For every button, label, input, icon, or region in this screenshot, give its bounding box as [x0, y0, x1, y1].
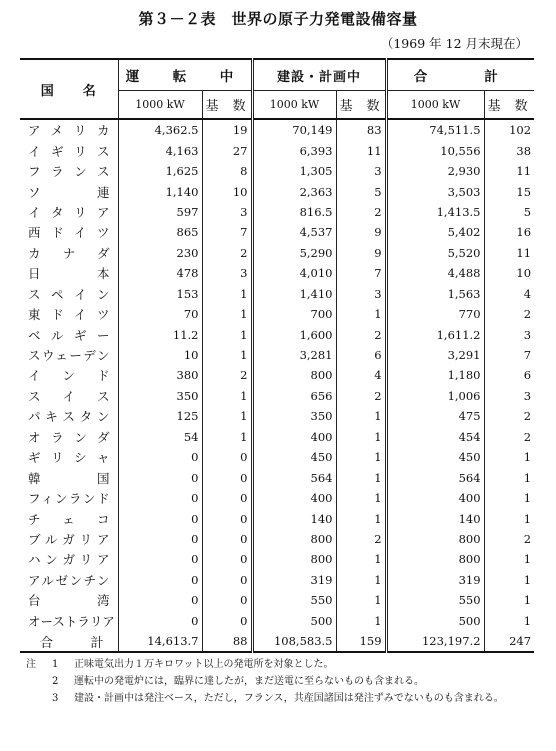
- total-capacity: 800: [386, 549, 484, 569]
- operating-capacity: 70: [118, 304, 202, 324]
- planned-capacity: 1,305: [252, 161, 336, 181]
- planned-count: 6: [336, 345, 386, 365]
- total-count: 1: [484, 508, 534, 528]
- total-capacity: 319: [386, 570, 484, 590]
- total-capacity: 3,291: [386, 345, 484, 365]
- total-count: 7: [484, 345, 534, 365]
- operating-count: 88: [202, 631, 252, 652]
- country-name: 東ドイツ: [28, 307, 110, 323]
- country-name: アルゼンチン: [28, 572, 110, 588]
- table-row: [20, 263, 534, 283]
- planned-capacity: 564: [252, 467, 336, 487]
- table-row: [20, 222, 534, 242]
- operating-capacity: 1,140: [118, 181, 202, 201]
- operating-capacity: 11.2: [118, 324, 202, 344]
- operating-capacity: 478: [118, 263, 202, 283]
- planned-header: 建設・計画中: [252, 59, 386, 91]
- total-capacity: 4,488: [386, 263, 484, 283]
- total-count: 3: [484, 324, 534, 344]
- operating-count: 0: [202, 467, 252, 487]
- planned-count: 1: [336, 590, 386, 610]
- planned-count: 5: [336, 181, 386, 201]
- planned-count: 83: [336, 119, 386, 140]
- table-row: [20, 345, 534, 365]
- operating-capacity: 4,362.5: [118, 119, 202, 140]
- total-capacity: 1,006: [386, 386, 484, 406]
- operating-count: 1: [202, 406, 252, 426]
- planned-capacity: 1,600: [252, 324, 336, 344]
- table-row: [20, 202, 534, 222]
- table-row: [20, 304, 534, 324]
- table-row: [20, 447, 534, 467]
- planned-count: 3: [336, 161, 386, 181]
- total-count: 1: [484, 447, 534, 467]
- country-name: ギリシャ: [28, 450, 110, 466]
- operating-capacity: 0: [118, 508, 202, 528]
- total-count: 247: [484, 631, 534, 652]
- country-name: 合計: [40, 635, 104, 651]
- operating-count: 0: [202, 529, 252, 549]
- planned-capacity: 70,149: [252, 119, 336, 140]
- total-count: 6: [484, 365, 534, 385]
- total-count: 1: [484, 570, 534, 590]
- tot-count-unit: 基 数: [484, 91, 534, 120]
- table-row: [20, 243, 534, 263]
- planned-count: 9: [336, 222, 386, 242]
- planned-count: 1: [336, 427, 386, 447]
- country-name: アメリカ: [28, 123, 110, 139]
- operating-capacity: 0: [118, 467, 202, 487]
- planned-count: 1: [336, 611, 386, 631]
- planned-capacity: 700: [252, 304, 336, 324]
- operating-capacity: 0: [118, 529, 202, 549]
- table-row: [20, 570, 534, 590]
- country-name: スイス: [28, 388, 110, 404]
- operating-capacity: 54: [118, 427, 202, 447]
- operating-capacity: 230: [118, 243, 202, 263]
- total-count: 16: [484, 222, 534, 242]
- table-row: [20, 529, 534, 549]
- table-date: （1969 年 12 月末現在）: [380, 36, 528, 51]
- planned-capacity: 656: [252, 386, 336, 406]
- country-name: ハンガリア: [28, 552, 110, 568]
- planned-count: 11: [336, 140, 386, 160]
- table-row: [20, 406, 534, 426]
- total-capacity: 1,413.5: [386, 202, 484, 222]
- operating-count: 3: [202, 263, 252, 283]
- total-count: 2: [484, 427, 534, 447]
- total-count: 1: [484, 549, 534, 569]
- country-name: パキスタン: [28, 409, 110, 425]
- op-count-unit: 基 数: [202, 91, 252, 120]
- planned-capacity: 2,363: [252, 181, 336, 201]
- planned-count: 1: [336, 304, 386, 324]
- planned-capacity: 4,537: [252, 222, 336, 242]
- operating-count: 19: [202, 119, 252, 140]
- planned-capacity: 450: [252, 447, 336, 467]
- total-count: 4: [484, 284, 534, 304]
- total-capacity: 5,520: [386, 243, 484, 263]
- total-capacity: 1,563: [386, 284, 484, 304]
- country-name: イギリス: [28, 143, 110, 159]
- total-capacity: 1,611.2: [386, 324, 484, 344]
- total-capacity: 450: [386, 447, 484, 467]
- table-row: [20, 549, 534, 569]
- table-row: [20, 365, 534, 385]
- total-capacity: 74,511.5: [386, 119, 484, 140]
- planned-count: 1: [336, 406, 386, 426]
- planned-count: 2: [336, 529, 386, 549]
- total-capacity: 800: [386, 529, 484, 549]
- planned-count: 2: [336, 386, 386, 406]
- total-count: 5: [484, 202, 534, 222]
- total-count: 10: [484, 263, 534, 283]
- operating-capacity: 380: [118, 365, 202, 385]
- operating-count: 0: [202, 508, 252, 528]
- country-name: スウェーデン: [28, 348, 110, 364]
- op-capacity-unit: 1000 kW: [118, 91, 202, 120]
- table-row: [20, 427, 534, 447]
- operating-capacity: 0: [118, 570, 202, 590]
- planned-capacity: 800: [252, 549, 336, 569]
- table-row: [20, 386, 534, 406]
- planned-capacity: 400: [252, 427, 336, 447]
- country-name: チェコ: [28, 511, 110, 527]
- operating-count: 1: [202, 304, 252, 324]
- operating-capacity: 597: [118, 202, 202, 222]
- tot-capacity-unit: 1000 kW: [386, 91, 484, 120]
- footnote-label: 注: [26, 659, 36, 670]
- operating-capacity: 10: [118, 345, 202, 365]
- total-count: 1: [484, 611, 534, 631]
- planned-count: 3: [336, 284, 386, 304]
- total-capacity: 475: [386, 406, 484, 426]
- operating-count: 27: [202, 140, 252, 160]
- table-row: [20, 611, 534, 631]
- operating-count: 1: [202, 345, 252, 365]
- total-capacity: 1,180: [386, 365, 484, 385]
- operating-capacity: 0: [118, 488, 202, 508]
- operating-count: 1: [202, 386, 252, 406]
- operating-capacity: 125: [118, 406, 202, 426]
- operating-capacity: 0: [118, 590, 202, 610]
- table-row: [20, 140, 534, 160]
- planned-capacity: 800: [252, 529, 336, 549]
- operating-count: 0: [202, 570, 252, 590]
- planned-count: 9: [336, 243, 386, 263]
- country-name: フィンランド: [28, 491, 110, 507]
- country-name: フランス: [28, 164, 110, 180]
- operating-count: 1: [202, 284, 252, 304]
- planned-capacity: 800: [252, 365, 336, 385]
- total-count: 2: [484, 406, 534, 426]
- total-capacity: 500: [386, 611, 484, 631]
- pl-capacity-unit: 1000 kW: [252, 91, 336, 120]
- operating-count: 3: [202, 202, 252, 222]
- planned-capacity: 550: [252, 590, 336, 610]
- planned-capacity: 350: [252, 406, 336, 426]
- footnote-2: 2 運転中の発電炉には，臨界に達したが，まだ送電に至らないものも含まれる。: [52, 676, 424, 687]
- total-capacity: 3,503: [386, 181, 484, 201]
- table-row: [20, 181, 534, 201]
- capacity-table: [20, 58, 534, 653]
- country-name: 韓国: [28, 470, 110, 486]
- planned-count: 1: [336, 570, 386, 590]
- operating-count: 2: [202, 243, 252, 263]
- planned-capacity: 108,583.5: [252, 631, 336, 652]
- operating-count: 2: [202, 365, 252, 385]
- country-name: ソ連: [28, 184, 110, 200]
- planned-count: 2: [336, 324, 386, 344]
- footnote-1: 注 1 正味電気出力１万キロワット以上の発電所を対象とした。: [26, 656, 504, 673]
- country-name: 台湾: [28, 593, 110, 609]
- total-count: 11: [484, 161, 534, 181]
- total-capacity: 140: [386, 508, 484, 528]
- total-count: 1: [484, 467, 534, 487]
- operating-count: 10: [202, 181, 252, 201]
- planned-count: 1: [336, 488, 386, 508]
- total-capacity: 564: [386, 467, 484, 487]
- table-row: [20, 161, 534, 181]
- total-count: 1: [484, 590, 534, 610]
- total-count: 38: [484, 140, 534, 160]
- planned-count: 2: [336, 202, 386, 222]
- planned-count: 7: [336, 263, 386, 283]
- operating-capacity: 14,613.7: [118, 631, 202, 652]
- operating-capacity: 0: [118, 611, 202, 631]
- total-count: 3: [484, 386, 534, 406]
- total-header: 合 計: [386, 59, 534, 91]
- planned-capacity: 500: [252, 611, 336, 631]
- planned-capacity: 3,281: [252, 345, 336, 365]
- operating-count: 0: [202, 488, 252, 508]
- total-count: 2: [484, 529, 534, 549]
- country-name: 日本: [28, 266, 110, 282]
- total-capacity: 770: [386, 304, 484, 324]
- total-count: 1: [484, 488, 534, 508]
- country-name: イタリア: [28, 204, 110, 220]
- planned-count: 1: [336, 447, 386, 467]
- footnote-3: 3 建設・計画中は発注ベース，ただし，フランス，共産国諸国は発注ずみでないものも含まれる。: [52, 693, 504, 704]
- total-count: 102: [484, 119, 534, 140]
- country-name: カナダ: [28, 245, 110, 261]
- planned-count: 1: [336, 549, 386, 569]
- total-capacity: 400: [386, 488, 484, 508]
- country-name: ベルギー: [28, 327, 110, 343]
- total-count: 2: [484, 304, 534, 324]
- operating-capacity: 350: [118, 386, 202, 406]
- table-row: [20, 467, 534, 487]
- country-name: インド: [28, 368, 110, 384]
- table-row: [20, 590, 534, 610]
- total-capacity: 2,930: [386, 161, 484, 181]
- operating-count: 7: [202, 222, 252, 242]
- planned-capacity: 319: [252, 570, 336, 590]
- country-name: 西ドイツ: [28, 225, 110, 241]
- planned-capacity: 5,290: [252, 243, 336, 263]
- footnotes: [26, 656, 504, 707]
- table-body: [20, 119, 534, 652]
- operating-count: 0: [202, 590, 252, 610]
- country-name: オーストラリア: [28, 613, 115, 629]
- total-capacity: 10,556: [386, 140, 484, 160]
- table-row: [20, 284, 534, 304]
- operating-count: 1: [202, 427, 252, 447]
- operating-count: 0: [202, 549, 252, 569]
- operating-capacity: 0: [118, 549, 202, 569]
- planned-capacity: 140: [252, 508, 336, 528]
- country-name: スペイン: [28, 286, 110, 302]
- planned-capacity: 816.5: [252, 202, 336, 222]
- total-row: [20, 631, 534, 652]
- planned-capacity: 1,410: [252, 284, 336, 304]
- planned-count: 1: [336, 467, 386, 487]
- table-row: [20, 119, 534, 140]
- country-header: 国 名: [40, 83, 97, 99]
- table-row: [20, 488, 534, 508]
- operating-count: 1: [202, 324, 252, 344]
- total-capacity: 550: [386, 590, 484, 610]
- operating-capacity: 865: [118, 222, 202, 242]
- total-count: 15: [484, 181, 534, 201]
- operating-count: 8: [202, 161, 252, 181]
- operating-header: 運 転 中: [118, 59, 252, 91]
- planned-count: 1: [336, 508, 386, 528]
- operating-capacity: 0: [118, 447, 202, 467]
- total-capacity: 454: [386, 427, 484, 447]
- total-capacity: 123,197.2: [386, 631, 484, 652]
- operating-capacity: 4,163: [118, 140, 202, 160]
- pl-count-unit: 基 数: [336, 91, 386, 120]
- planned-count: 4: [336, 365, 386, 385]
- table-row: [20, 508, 534, 528]
- table-title: 第３－２表 世界の原子力発電設備容量: [138, 10, 418, 28]
- country-name: オランダ: [28, 429, 110, 445]
- country-name: ブルガリア: [28, 531, 110, 547]
- total-count: 11: [484, 243, 534, 263]
- operating-capacity: 153: [118, 284, 202, 304]
- planned-capacity: 4,010: [252, 263, 336, 283]
- planned-capacity: 6,393: [252, 140, 336, 160]
- operating-count: 0: [202, 611, 252, 631]
- planned-count: 159: [336, 631, 386, 652]
- planned-capacity: 400: [252, 488, 336, 508]
- table-row: [20, 324, 534, 344]
- operating-count: 0: [202, 447, 252, 467]
- total-capacity: 5,402: [386, 222, 484, 242]
- operating-capacity: 1,625: [118, 161, 202, 181]
